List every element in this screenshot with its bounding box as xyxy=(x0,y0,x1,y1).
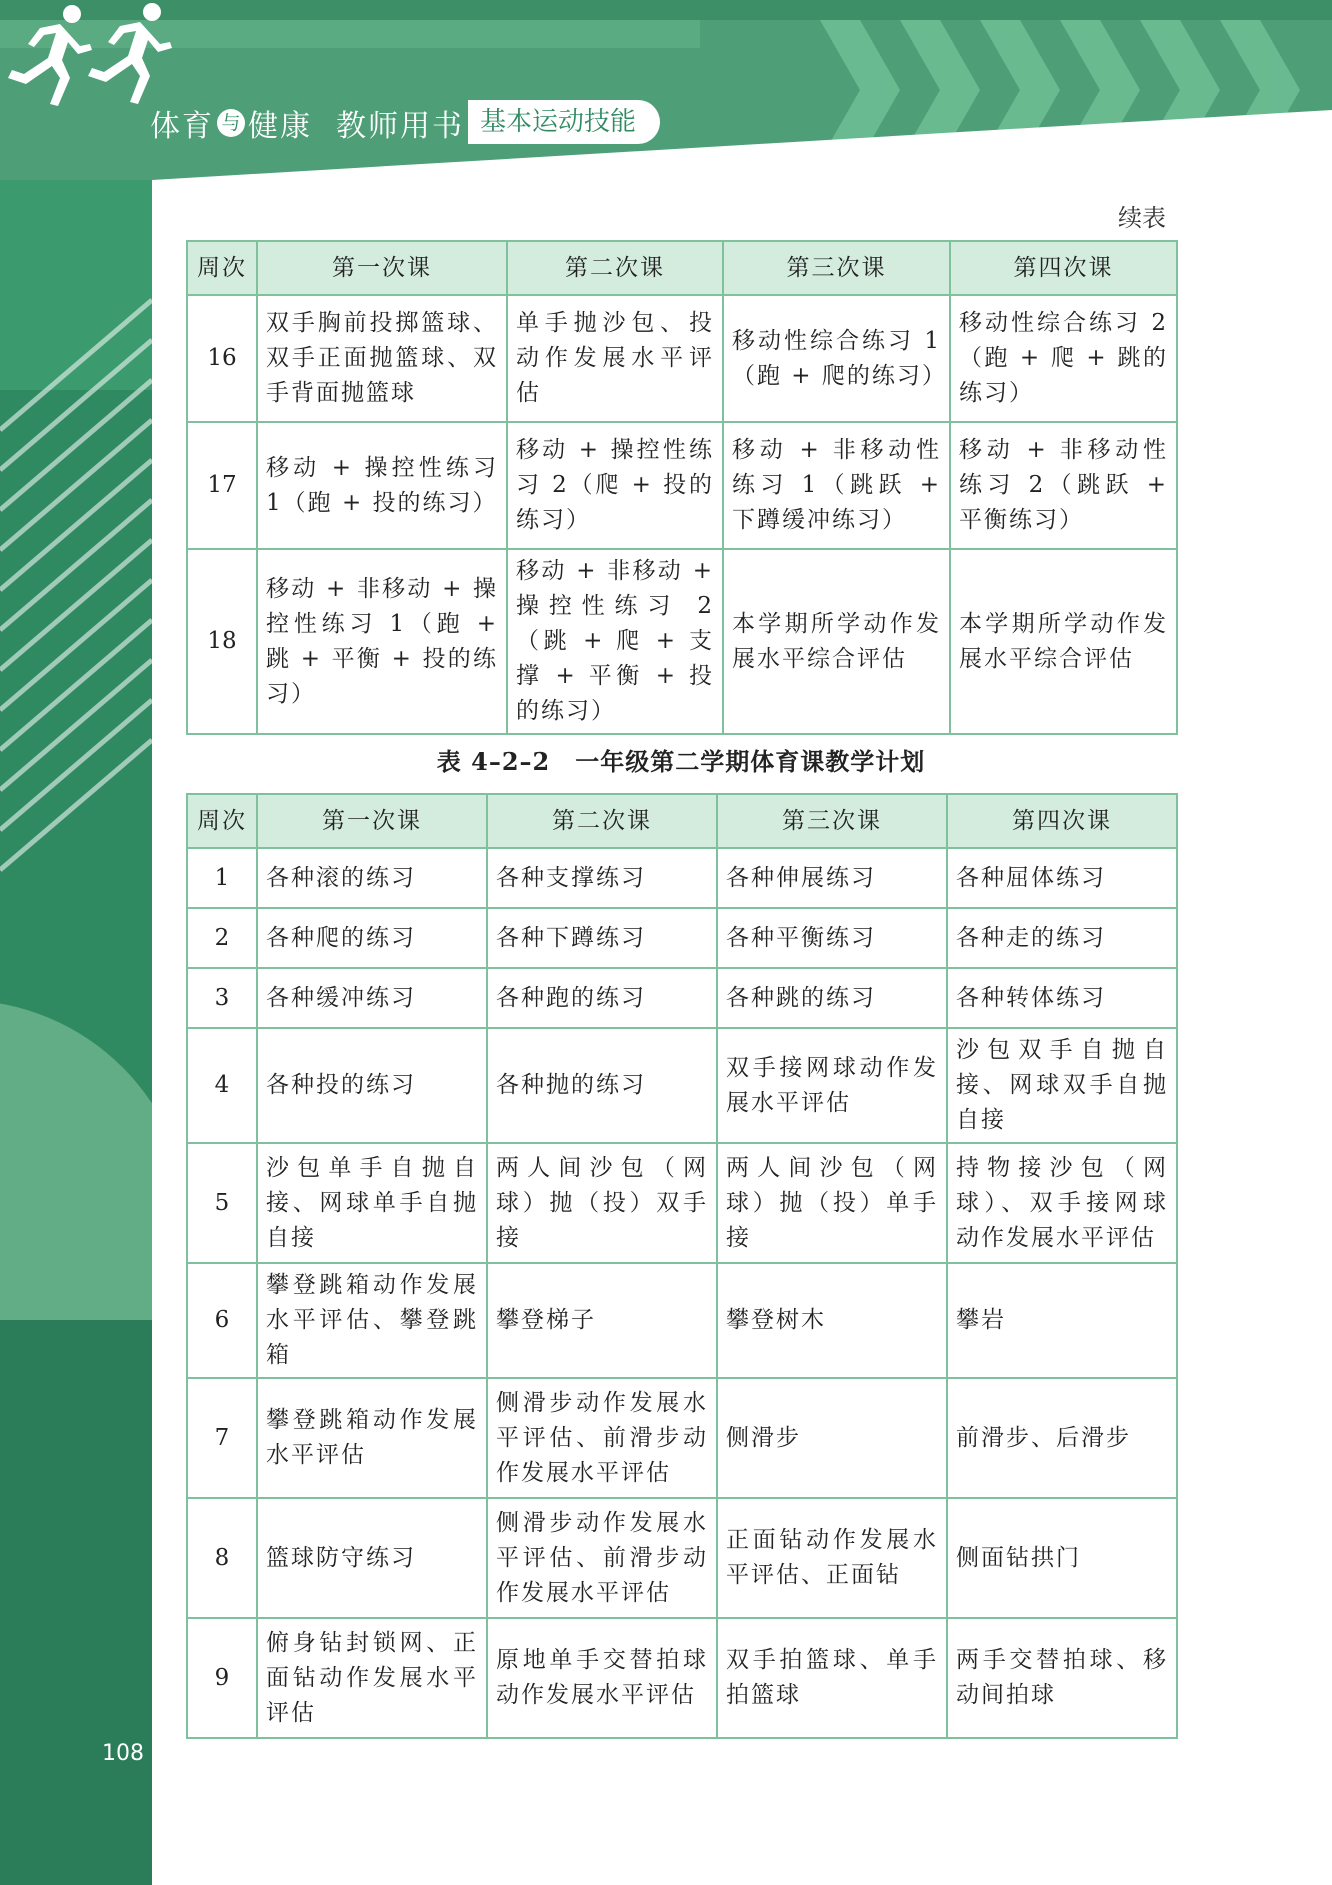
lesson-cell: 各种走的练习 xyxy=(947,908,1177,968)
lesson-cell: 两人间沙包（网球）抛（投）单手接 xyxy=(717,1143,947,1263)
lesson-cell: 侧滑步 xyxy=(717,1378,947,1498)
section-tag: 基本运动技能 xyxy=(468,100,660,144)
lesson-cell: 各种屈体练习 xyxy=(947,848,1177,908)
lesson-cell: 各种爬的练习 xyxy=(257,908,487,968)
lesson-cell: 各种转体练习 xyxy=(947,968,1177,1028)
lesson-cell: 原地单手交替拍球动作发展水平评估 xyxy=(487,1618,717,1738)
week-cell: 9 xyxy=(187,1618,257,1738)
week-cell: 16 xyxy=(187,295,257,422)
lesson-cell: 两人间沙包（网球）抛（投）双手接 xyxy=(487,1143,717,1263)
lesson-cell: 攀登跳箱动作发展水平评估 xyxy=(257,1378,487,1498)
lesson-cell: 俯身钻封锁网、正面钻动作发展水平评估 xyxy=(257,1618,487,1738)
column-header: 第二次课 xyxy=(487,794,717,848)
table-row xyxy=(187,1498,1177,1618)
table-row xyxy=(187,1263,1177,1378)
table-row xyxy=(187,1618,1177,1738)
lesson-cell: 攀岩 xyxy=(947,1263,1177,1378)
lesson-cell: 沙包双手自抛自接、网球双手自抛自接 xyxy=(947,1028,1177,1143)
lesson-cell: 侧面钻拱门 xyxy=(947,1498,1177,1618)
lesson-cell: 篮球防守练习 xyxy=(257,1498,487,1618)
lesson-cell: 各种抛的练习 xyxy=(487,1028,717,1143)
table-row xyxy=(187,1143,1177,1263)
table-row xyxy=(187,908,1177,968)
table-row xyxy=(187,422,1177,549)
table-row xyxy=(187,1378,1177,1498)
title-right: 健康 xyxy=(248,109,312,144)
lesson-cell: 移动 + 非移动性练习 2（跳跃 + 平衡练习） xyxy=(950,422,1177,549)
plan-table-grade1-semester2 xyxy=(186,793,1178,1739)
table-row xyxy=(187,295,1177,422)
runner-icon xyxy=(0,0,210,110)
column-header: 第四次课 xyxy=(947,794,1177,848)
column-header: 第二次课 xyxy=(507,241,723,295)
column-header: 第一次课 xyxy=(257,794,487,848)
lesson-cell: 移动 + 非移动性练习 1（跳跃 + 下蹲缓冲练习） xyxy=(723,422,950,549)
week-cell: 1 xyxy=(187,848,257,908)
lesson-cell: 持物接沙包（网球）、双手接网球动作发展水平评估 xyxy=(947,1143,1177,1263)
column-header: 第四次课 xyxy=(950,241,1177,295)
table-row xyxy=(187,1028,1177,1143)
title-left: 体育 xyxy=(150,109,214,144)
continued-label: 续表 xyxy=(1118,204,1166,232)
lesson-cell: 各种跑的练习 xyxy=(487,968,717,1028)
table-row xyxy=(187,968,1177,1028)
lesson-cell: 本学期所学动作发展水平综合评估 xyxy=(723,549,950,734)
lesson-cell: 各种伸展练习 xyxy=(717,848,947,908)
lesson-cell: 移动 + 操控性练习 2（爬 + 投的练习） xyxy=(507,422,723,549)
lesson-cell: 移动性综合练习 2（跑 + 爬 + 跳的练习） xyxy=(950,295,1177,422)
table-header-row xyxy=(187,241,1177,295)
lesson-cell: 侧滑步动作发展水平评估、前滑步动作发展水平评估 xyxy=(487,1498,717,1618)
lesson-cell: 沙包单手自抛自接、网球单手自抛自接 xyxy=(257,1143,487,1263)
column-header: 第一次课 xyxy=(257,241,507,295)
lesson-cell: 移动 + 非移动 + 操控性练习 1（跑 + 跳 + 平衡 + 投的练习） xyxy=(257,549,507,734)
table-header-row xyxy=(187,794,1177,848)
book-subtitle: 教师用书 xyxy=(336,109,464,144)
column-header: 周次 xyxy=(187,794,257,848)
lesson-cell: 攀登跳箱动作发展水平评估、攀登跳箱 xyxy=(257,1263,487,1378)
lesson-cell: 移动 + 非移动 + 操控性练习 2（跳 + 爬 + 支撑 + 平衡 + 投的练习） xyxy=(507,549,723,734)
table-row xyxy=(187,549,1177,734)
plan-table-continued xyxy=(186,240,1178,735)
lesson-cell: 侧滑步动作发展水平评估、前滑步动作发展水平评估 xyxy=(487,1378,717,1498)
week-cell: 2 xyxy=(187,908,257,968)
lesson-cell: 各种投的练习 xyxy=(257,1028,487,1143)
lesson-cell: 正面钻动作发展水平评估、正面钻 xyxy=(717,1498,947,1618)
lesson-cell: 各种缓冲练习 xyxy=(257,968,487,1028)
lesson-cell: 移动 + 操控性练习 1（跑 + 投的练习） xyxy=(257,422,507,549)
lesson-cell: 双手拍篮球、单手拍篮球 xyxy=(717,1618,947,1738)
lesson-cell: 各种下蹲练习 xyxy=(487,908,717,968)
page-header xyxy=(0,0,1332,180)
lesson-cell: 各种滚的练习 xyxy=(257,848,487,908)
lesson-cell: 各种跳的练习 xyxy=(717,968,947,1028)
lesson-cell: 移动性综合练习 1（跑 + 爬的练习） xyxy=(723,295,950,422)
week-cell: 17 xyxy=(187,422,257,549)
column-header: 周次 xyxy=(187,241,257,295)
lesson-cell: 本学期所学动作发展水平综合评估 xyxy=(950,549,1177,734)
lesson-cell: 两手交替拍球、移动间拍球 xyxy=(947,1618,1177,1738)
table-row xyxy=(187,848,1177,908)
title-badge: 与 xyxy=(217,109,245,137)
lesson-cell: 各种平衡练习 xyxy=(717,908,947,968)
week-cell: 8 xyxy=(187,1498,257,1618)
week-cell: 7 xyxy=(187,1378,257,1498)
lesson-cell: 双手胸前投掷篮球、双手正面抛篮球、双手背面抛篮球 xyxy=(257,295,507,422)
lesson-cell: 各种支撑练习 xyxy=(487,848,717,908)
column-header: 第三次课 xyxy=(723,241,950,295)
lesson-cell: 攀登树木 xyxy=(717,1263,947,1378)
lesson-cell: 单手抛沙包、投动作发展水平评估 xyxy=(507,295,723,422)
week-cell: 18 xyxy=(187,549,257,734)
lesson-cell: 前滑步、后滑步 xyxy=(947,1378,1177,1498)
week-cell: 6 xyxy=(187,1263,257,1378)
column-header: 第三次课 xyxy=(717,794,947,848)
left-decorative-band xyxy=(0,0,152,1885)
week-cell: 5 xyxy=(187,1143,257,1263)
lesson-cell: 双手接网球动作发展水平评估 xyxy=(717,1028,947,1143)
lesson-cell: 攀登梯子 xyxy=(487,1263,717,1378)
page-number: 108 xyxy=(102,1741,144,1766)
week-cell: 4 xyxy=(187,1028,257,1143)
table-caption: 表 4–2–2 一年级第二学期体育课教学计划 xyxy=(436,747,926,776)
week-cell: 3 xyxy=(187,968,257,1028)
